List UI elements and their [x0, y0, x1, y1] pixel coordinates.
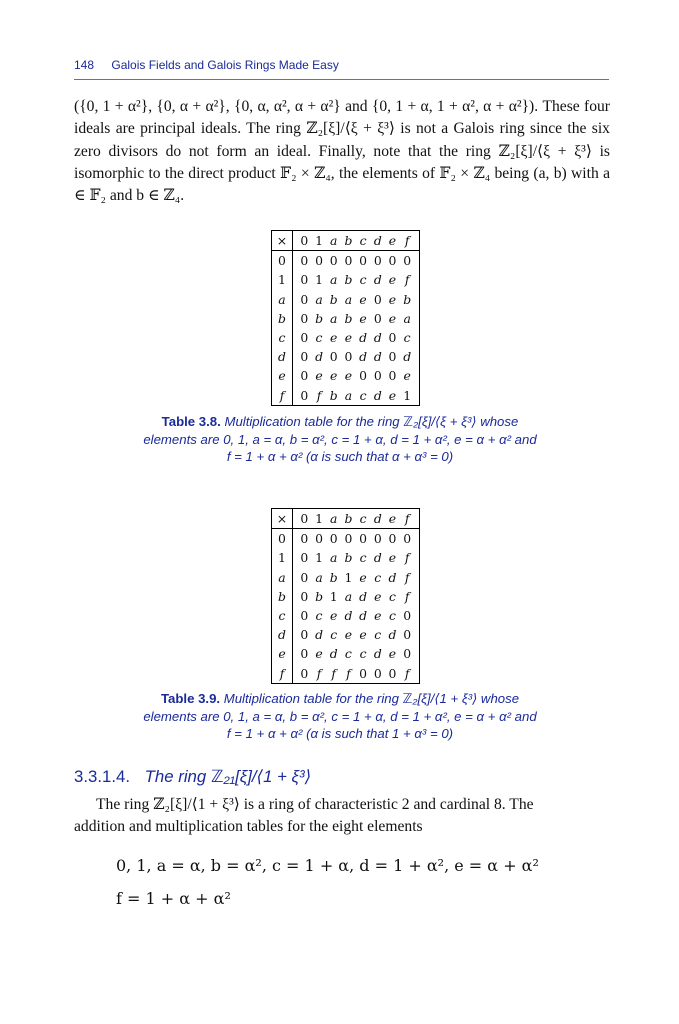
table-row: [272, 606, 420, 625]
table-cell: c: [315, 608, 323, 624]
table-cell: f: [404, 588, 410, 604]
table-cell: e: [344, 368, 353, 384]
table-row: [272, 529, 420, 549]
table-cell: 0: [403, 531, 412, 547]
row-header: b: [272, 309, 293, 328]
table-cell: 1: [315, 272, 323, 288]
table-row: [272, 366, 420, 385]
row-header: c: [272, 328, 293, 347]
paragraph-line: These four ideals are principal ideals. The ring ℤ₂[ξ]/⟨ξ + ξ³⟩ is not a Galois: [74, 98, 610, 138]
table-header-row: [272, 509, 420, 529]
table-cell: b: [329, 387, 338, 403]
table-cell: d: [403, 349, 412, 365]
table-cell: e: [315, 368, 323, 384]
table-row: [272, 587, 420, 606]
table-cell: e: [359, 627, 367, 643]
section-heading: [74, 766, 311, 787]
table-cell: 0: [300, 550, 309, 566]
column-header: e: [385, 231, 400, 251]
table-cell: b: [329, 569, 338, 585]
paragraph-line: addition and multiplication tables for the eight elements: [74, 818, 423, 836]
table-cell: 0: [344, 253, 353, 269]
table-cell: c: [359, 387, 367, 403]
running-title: Galois Fields and Galois Rings Made Easy: [111, 58, 339, 72]
table-cell: c: [315, 330, 323, 346]
table-row: [272, 251, 420, 271]
table-cell: 0: [403, 627, 412, 643]
caption-line: f = 1 + α + α² (α is such that α + α³ = 0): [226, 449, 454, 464]
table-cell: e: [359, 291, 367, 307]
table-cell: 0: [300, 368, 309, 384]
table-cell: 0: [359, 368, 368, 384]
column-header: a: [326, 509, 341, 529]
table-cell: 1: [344, 569, 353, 585]
table-cell: 0: [388, 253, 397, 269]
table-row: [272, 386, 420, 406]
table-cell: e: [359, 569, 367, 585]
table-header-row: [272, 231, 420, 251]
table-cell: a: [315, 569, 323, 585]
table-cell: 0: [300, 646, 309, 662]
table-cell: 0: [359, 665, 368, 681]
header-rule: [74, 79, 609, 80]
table-cell: 0: [300, 253, 309, 269]
table-cell: f: [404, 665, 410, 681]
table-cell: d: [388, 627, 397, 643]
table-cell: 0: [373, 368, 382, 384]
table-cell: b: [403, 291, 412, 307]
table-cell: e: [344, 627, 353, 643]
table-cell: 0: [403, 253, 412, 269]
column-header: 1: [312, 231, 327, 251]
paragraph-line: ring since the six zero divisors do not form an ideal. Finally, note that the ring: [74, 120, 610, 160]
table-cell: b: [315, 588, 323, 604]
table-cell: e: [330, 608, 338, 624]
table-cell: e: [344, 330, 353, 346]
table-cell: d: [373, 646, 382, 662]
table-row: [272, 347, 420, 366]
table-cell: 0: [344, 531, 353, 547]
row-header: a: [272, 290, 293, 309]
table-cell: 0: [388, 349, 397, 365]
table-cell: d: [373, 330, 382, 346]
table-cell: 0: [373, 253, 382, 269]
table-cell: c: [388, 608, 396, 624]
column-header: 0: [293, 509, 312, 529]
table-caption-3-8: [100, 413, 580, 466]
table-cell: 0: [300, 627, 309, 643]
table-cell: a: [344, 387, 353, 403]
row-header: c: [272, 606, 293, 625]
table-cell: 0: [373, 531, 382, 547]
table-cell: 0: [388, 665, 397, 681]
table-cell: 0: [300, 588, 309, 604]
table-cell: 0: [388, 531, 397, 547]
table-cell: e: [403, 368, 411, 384]
row-header: e: [272, 366, 293, 385]
caption-line: elements are 0, 1, a = α, b = α², c = 1 + α, d = 1 + α², e = α + α² and: [143, 708, 537, 724]
row-header: d: [272, 347, 293, 366]
table-cell: f: [346, 665, 351, 681]
table-cell: d: [344, 608, 353, 624]
section-title: The ring ℤ₂₁[ξ]/⟨1 + ξ³⟩: [144, 767, 312, 786]
paragraph-line: 𝔽₂ × ℤ₄ being (a, b) with a ∈ 𝔽₂ and b ∈ ℤ₄.: [74, 164, 610, 205]
equation-f: f = 1 + α + α²: [116, 889, 231, 908]
table-cell: c: [330, 627, 338, 643]
table-corner: ×: [272, 509, 293, 529]
table-cell: d: [373, 550, 382, 566]
table-cell: 0: [300, 349, 309, 365]
table-cell: 0: [373, 310, 382, 326]
table-cell: 0: [403, 608, 412, 624]
table-cell: d: [315, 349, 323, 365]
table-row: [272, 328, 420, 347]
table-cell: e: [359, 310, 367, 326]
table-cell: 0: [300, 665, 309, 681]
table-cell: 0: [300, 272, 309, 288]
table-cell: d: [359, 330, 368, 346]
column-header: 0: [293, 231, 312, 251]
table-cell: e: [388, 310, 397, 326]
table-cell: f: [316, 387, 322, 403]
table-cell: 1: [315, 550, 323, 566]
column-header: e: [385, 509, 400, 529]
caption-line: Multiplication table for the ring ℤ₂[ξ]/⟨1 + ξ³⟩ whose: [223, 691, 520, 706]
table-cell: a: [330, 272, 338, 288]
table-cell: d: [373, 272, 382, 288]
paragraph-line: ({0, 1 + α²}, {0, α + α²}, {0, α, α², α + α²} and {0, 1 + α, 1 + α², α + α²}).: [74, 98, 539, 115]
table-cell: 0: [300, 387, 309, 403]
caption-label: Table 3.8.: [161, 414, 221, 429]
table-cell: 0: [315, 253, 323, 269]
table-cell: a: [344, 588, 353, 604]
table-cell: d: [373, 349, 382, 365]
column-header: f: [400, 509, 419, 529]
row-header: 1: [272, 548, 293, 567]
caption-label: Table 3.9.: [160, 691, 221, 706]
table-cell: e: [330, 368, 338, 384]
table-row: [272, 568, 420, 587]
row-header: d: [272, 625, 293, 644]
table-caption-3-9: [100, 690, 580, 743]
row-header: f: [272, 386, 293, 406]
table-cell: b: [344, 272, 353, 288]
table-cell: 0: [300, 569, 309, 585]
table-cell: f: [404, 550, 410, 566]
table-cell: f: [404, 569, 410, 585]
table-cell: a: [403, 310, 411, 326]
table-cell: d: [388, 569, 397, 585]
equation-elements: 0, 1, a = α, b = α², c = 1 + α, d = 1 + α², e = α + α²: [116, 856, 539, 875]
table-cell: b: [344, 310, 353, 326]
paragraph-ideals: [74, 96, 610, 207]
table-cell: e: [374, 588, 382, 604]
caption-line: f = 1 + α + α² (α is such that 1 + α³ = 0): [226, 726, 454, 741]
table-cell: a: [315, 291, 323, 307]
table-cell: 0: [388, 330, 397, 346]
table-cell: f: [331, 665, 337, 681]
column-header: b: [341, 509, 356, 529]
column-header: d: [370, 509, 385, 529]
table-cell: e: [388, 646, 397, 662]
row-header: b: [272, 587, 293, 606]
table-cell: 1: [329, 588, 338, 604]
table-cell: d: [315, 627, 323, 643]
table-cell: 0: [359, 253, 368, 269]
table-row: [272, 644, 420, 663]
table-cell: 0: [373, 291, 382, 307]
table-row: [272, 548, 420, 567]
table-cell: d: [359, 608, 368, 624]
table-row: [272, 290, 420, 309]
table-row: [272, 625, 420, 644]
table-cell: 0: [315, 531, 323, 547]
table-cell: d: [359, 588, 368, 604]
row-header: 0: [272, 251, 293, 271]
table-cell: 0: [329, 253, 338, 269]
column-header: 1: [312, 509, 327, 529]
table-row: [272, 664, 420, 684]
table-cell: e: [315, 646, 323, 662]
section-number: 3.3.1.4.: [74, 767, 130, 786]
row-header: a: [272, 568, 293, 587]
table-row: [272, 270, 420, 289]
table-cell: 0: [300, 531, 309, 547]
table-cell: a: [330, 310, 338, 326]
table-cell: c: [374, 569, 382, 585]
table-cell: 0: [329, 349, 338, 365]
table-row: [272, 309, 420, 328]
caption-line: Multiplication table for the ring ℤ₂[ξ]/⟨ξ + ξ³⟩ whose: [224, 414, 519, 429]
paragraph-line: The ring ℤ₂[ξ]/⟨1 + ξ³⟩ is a ring of characteristic 2 and cardinal 8. The: [96, 796, 534, 813]
table-cell: c: [344, 646, 352, 662]
table-cell: 1: [403, 387, 412, 403]
table-cell: 0: [344, 349, 353, 365]
table-cell: b: [315, 310, 323, 326]
paragraph-characteristic: [74, 794, 610, 839]
table-cell: 0: [300, 310, 309, 326]
table-corner: ×: [272, 231, 293, 251]
column-header: c: [356, 231, 371, 251]
table-cell: b: [329, 291, 338, 307]
column-header: d: [370, 231, 385, 251]
table-cell: f: [316, 665, 322, 681]
table-cell: 0: [373, 665, 382, 681]
column-header: a: [326, 231, 341, 251]
row-header: e: [272, 644, 293, 663]
table-cell: 0: [300, 608, 309, 624]
paragraph-line: ℤ₂[ξ]/⟨ξ + ξ³⟩ is isomorphic to the direct product 𝔽₂ × ℤ₄, the elements of: [74, 142, 610, 182]
row-header: 1: [272, 270, 293, 289]
caption-line: elements are 0, 1, a = α, b = α², c = 1 + α, d = 1 + α², e = α + α² and: [143, 431, 537, 447]
table-cell: c: [374, 627, 382, 643]
table-cell: a: [330, 550, 338, 566]
table-cell: e: [388, 272, 397, 288]
multiplication-table-3-8: [271, 230, 420, 406]
column-header: f: [400, 231, 419, 251]
table-cell: e: [388, 550, 397, 566]
table-cell: c: [359, 646, 367, 662]
table-cell: 0: [300, 291, 309, 307]
column-header: b: [341, 231, 356, 251]
table-cell: e: [388, 291, 397, 307]
table-cell: d: [329, 646, 338, 662]
table-cell: 0: [403, 646, 412, 662]
table-cell: a: [344, 291, 353, 307]
table-cell: c: [388, 588, 396, 604]
table-cell: c: [403, 330, 411, 346]
table-cell: b: [344, 550, 353, 566]
table-cell: 0: [388, 368, 397, 384]
table-cell: e: [330, 330, 338, 346]
table-cell: f: [404, 272, 410, 288]
table-cell: c: [359, 272, 367, 288]
table-cell: 0: [300, 330, 309, 346]
table-cell: 0: [359, 531, 368, 547]
row-header: 0: [272, 529, 293, 549]
row-header: f: [272, 664, 293, 684]
table-cell: c: [359, 550, 367, 566]
running-head: [74, 58, 609, 72]
table-cell: e: [374, 608, 382, 624]
page-number: 148: [74, 58, 95, 72]
table-cell: e: [388, 387, 397, 403]
column-header: c: [356, 509, 371, 529]
multiplication-table-3-9: [271, 508, 420, 684]
table-cell: 0: [329, 531, 338, 547]
table-cell: d: [373, 387, 382, 403]
table-cell: d: [359, 349, 368, 365]
